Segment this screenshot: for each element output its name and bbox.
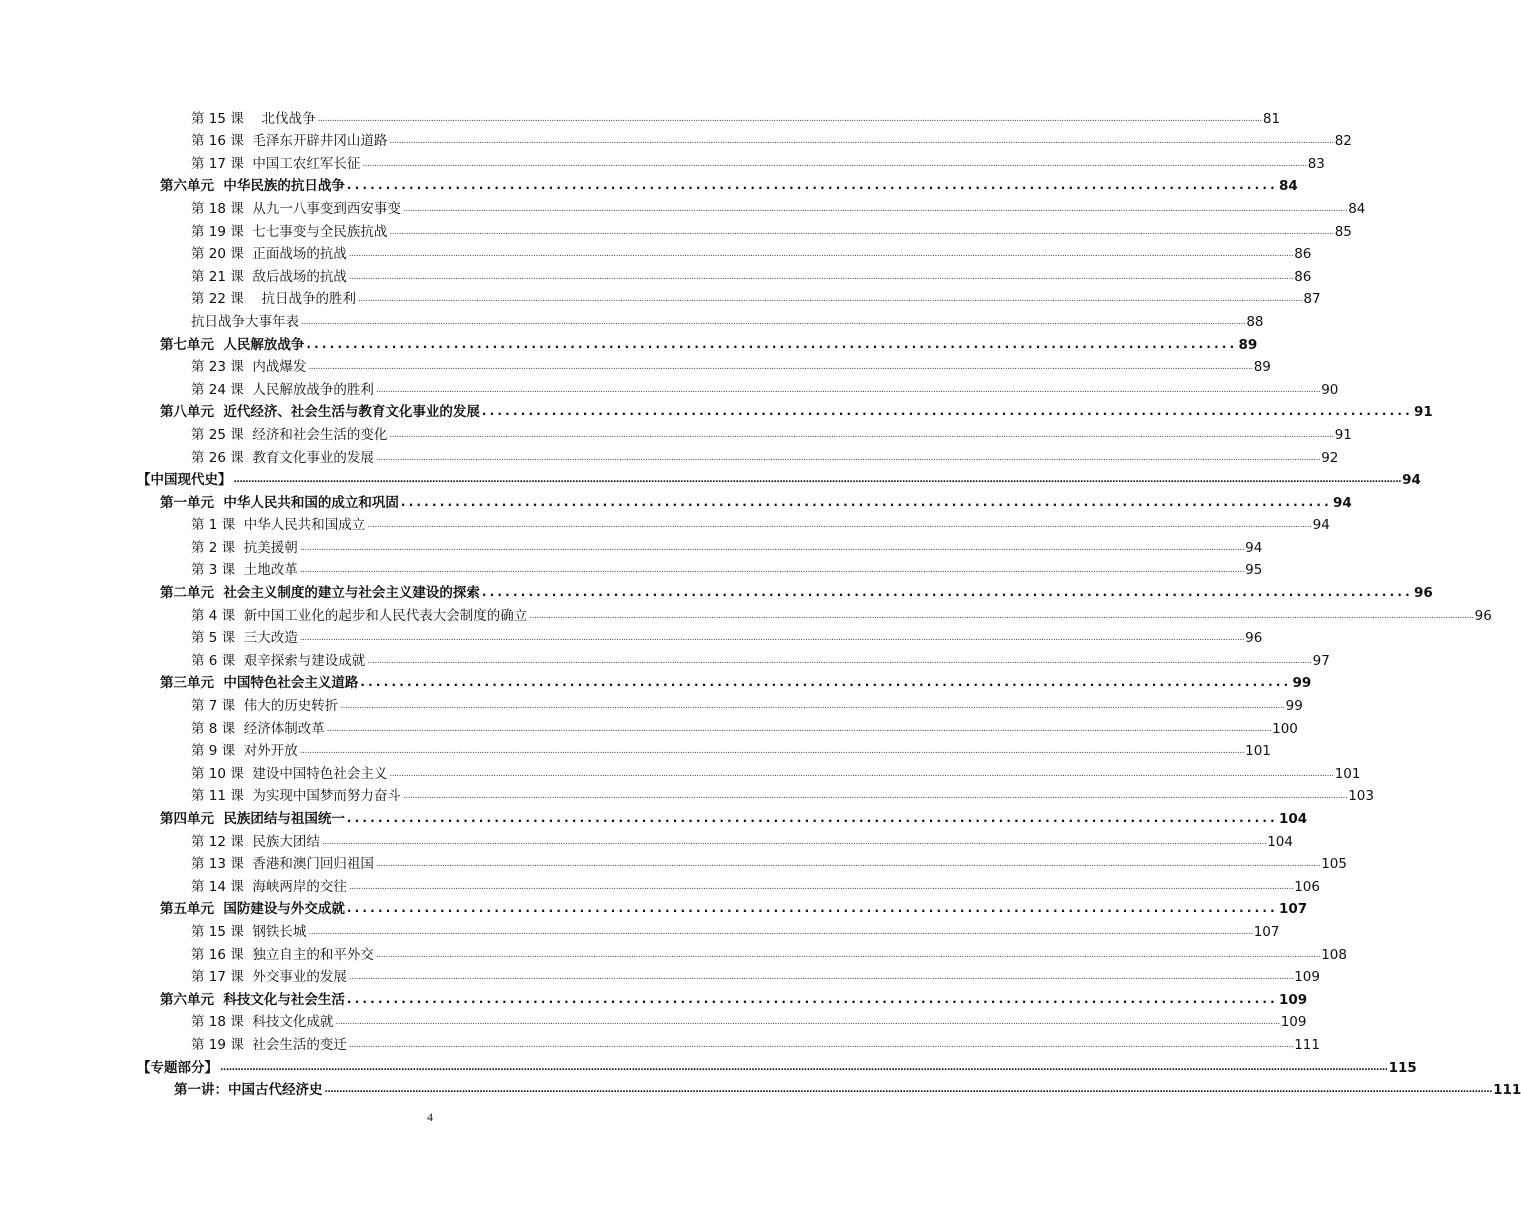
toc-entry-title: 第 11 课 为实现中国梦而努力奋斗	[191, 788, 401, 805]
toc-entry-lesson[interactable]	[0, 963, 1320, 986]
dot-leader: ................................................................................................................................................................................................................................................................................................................................................................................................................	[317, 113, 1262, 124]
dot-leader: ........................................................................................................................	[481, 585, 1413, 600]
toc-entry-page: 94	[1245, 539, 1263, 556]
dot-leader: ................................................................................................................................................................................................................................................................................................................................................................................................................	[375, 949, 1321, 960]
toc-entry-title: 第 23 课 内战爆发	[191, 359, 307, 376]
toc-entry-lesson[interactable]	[0, 850, 1347, 873]
toc-entry-title: 第一讲：中国古代经济史	[174, 1082, 323, 1099]
dot-leader: ................................................................................................................................................................................................................................................................................................................................................................................................................	[389, 136, 1334, 147]
toc-entry-page: 91	[1334, 426, 1352, 443]
toc-entry-unit[interactable]	[0, 488, 1352, 511]
dot-leader: ................................................................................................................................................................................................................................................................................................................................................................................................................	[321, 836, 1267, 847]
toc-entry-title: 第 25 课 经济和社会生活的变化	[191, 426, 388, 443]
toc-entry-title: 第 19 课 七七事变与全民族抗战	[191, 223, 388, 240]
toc-entry-lesson[interactable]	[0, 601, 1492, 624]
toc-entry-title: 第 7 课 伟大的历史转折	[191, 698, 339, 715]
toc-entry-page: 92	[1321, 449, 1339, 466]
toc-entry-page: 87	[1303, 291, 1321, 308]
toc-entry-lesson[interactable]	[0, 149, 1325, 172]
toc-entry-title: 【专题部分】	[137, 1059, 218, 1076]
toc-entry-lesson[interactable]	[0, 353, 1271, 376]
toc-entry-lesson[interactable]	[0, 940, 1347, 963]
toc-entry-title: 第 4 课 新中国工业化的起步和人民代表大会制度的确立	[191, 607, 528, 624]
toc-entry-page: 84	[1348, 200, 1366, 217]
toc-entry-lesson[interactable]	[0, 917, 1280, 940]
dot-leader: ................................................................................................................................................................................................................................................................................................................................................................................................................	[348, 1039, 1294, 1050]
dot-leader: ................................................................................................................................................................................................................................................................................................................................................................................................................	[348, 249, 1294, 260]
toc-entry-page: 99	[1292, 675, 1312, 692]
toc-entry-unit[interactable]	[0, 985, 1308, 1008]
toc-entry-lesson[interactable]	[0, 375, 1339, 398]
toc-entry-page: 96	[1245, 630, 1263, 647]
toc-entry-title: 第 1 课 中华人民共和国成立	[191, 517, 366, 534]
dot-leader: ................................................................................................................................................................................................................................................................................................................................................................................................................	[348, 972, 1294, 983]
toc-entry-page: 95	[1245, 562, 1263, 579]
dot-leader: ................................................................................................................................................................................................................................................................................................................................................................................................................	[375, 452, 1321, 463]
toc-entry-title: 第 3 课 土地改革	[191, 562, 298, 579]
toc-entry-page: 90	[1321, 381, 1339, 398]
toc-entry-title: 第 15 课 钢铁长城	[191, 923, 307, 940]
toc-entry-page: 91	[1413, 404, 1433, 421]
toc-entry-page: 109	[1294, 969, 1320, 986]
toc-entry-title: 【中国现代史】	[137, 472, 232, 489]
toc-entry-title: 第 22 课 抗日战争的胜利	[191, 291, 357, 308]
toc-entry-page: 107	[1253, 923, 1280, 940]
dot-leader: ................................................................................................................................................................................................................................................................................................................................................................................................................	[326, 723, 1272, 734]
toc-entry-title: 第 21 课 敌后战场的抗战	[191, 268, 347, 285]
toc-entry-title: 第 18 课 从九一八事变到西安事变	[191, 200, 401, 217]
toc-entry-title: 第 19 课 社会生活的变迁	[191, 1036, 347, 1053]
toc-entry-title: 第六单元 中华民族的抗日战争	[160, 178, 345, 195]
toc-entry-title: 第 17 课 中国工农红军长征	[191, 155, 361, 172]
toc-entry-lesson[interactable]	[0, 759, 1361, 782]
toc-entry-title: 第二单元 社会主义制度的建立与社会主义建设的探索	[160, 585, 480, 602]
toc-entry-page: 104	[1267, 833, 1293, 850]
toc-entry-lesson[interactable]	[0, 714, 1298, 737]
toc-entry-title: 第 24 课 人民解放战争的胜利	[191, 381, 374, 398]
toc-entry-lesson[interactable]	[0, 1008, 1307, 1031]
toc-entry-title: 第 12 课 民族大团结	[191, 833, 320, 850]
dot-leader: ................................................................................................................................................................................................................................................................................................................................................................................................................	[233, 475, 1402, 486]
toc-entry-page: 105	[1321, 856, 1347, 873]
toc-entry-lesson[interactable]	[0, 511, 1330, 534]
toc-entry-lesson[interactable]	[0, 443, 1339, 466]
toc-entry-page: 101	[1334, 765, 1361, 782]
dot-leader: ................................................................................................................................................................................................................................................................................................................................................................................................................	[389, 429, 1334, 440]
dot-leader: ................................................................................................................................................................................................................................................................................................................................................................................................................	[299, 565, 1245, 576]
toc-entry-page: 81	[1262, 110, 1281, 127]
toc-entry-title: 第 13 课 香港和澳门回归祖国	[191, 856, 374, 873]
toc-entry-lesson[interactable]	[0, 1030, 1320, 1053]
toc-entry-title: 第 10 课 建设中国特色社会主义	[191, 765, 388, 782]
toc-entry-page: 111	[1493, 1082, 1521, 1099]
toc-entry-lesson[interactable]	[0, 420, 1352, 443]
toc-entry-lesson[interactable]	[0, 307, 1264, 330]
toc-entry-unit[interactable]	[0, 578, 1433, 602]
dot-leader: ................................................................................................................................................................................................................................................................................................................................................................................................................	[402, 791, 1348, 802]
toc-entry-unit[interactable]	[0, 398, 1433, 421]
toc-entry-page: 108	[1321, 946, 1347, 963]
toc-entry-title: 第四单元 民族团结与祖国统一	[160, 811, 345, 827]
toc-entry-unit[interactable]	[0, 172, 1298, 195]
toc-entry-page: 109	[1280, 1014, 1307, 1031]
toc-entry-page: 83	[1307, 155, 1325, 172]
dot-leader: ................................................................................................................................................................................................................................................................................................................................................................................................................	[358, 294, 1303, 305]
toc-entry-lesson[interactable]	[0, 104, 1281, 127]
toc-entry-lesson[interactable]	[0, 285, 1321, 308]
dot-leader: ................................................................................................................................................................................................................................................................................................................................................................................................................	[324, 1085, 1493, 1096]
toc-entry-page: 86	[1294, 268, 1312, 285]
toc-entry-page: 94	[1312, 517, 1330, 534]
toc-entry-title: 抗日战争大事年表	[191, 313, 299, 330]
toc-entry-page: 107	[1278, 901, 1308, 918]
dot-leader: ................................................................................................................................................................................................................................................................................................................................................................................................................	[335, 1017, 1280, 1028]
dot-leader: ................................................................................................................................................................................................................................................................................................................................................................................................................	[389, 768, 1334, 779]
toc-entry-title: 第 16 课 毛泽东开辟井冈山道路	[191, 133, 388, 150]
dot-leader: ................................................................................................................................................................................................................................................................................................................................................................................................................	[367, 520, 1312, 531]
toc-entry-page: 94	[1332, 494, 1352, 511]
toc-entry-page: 94	[1402, 472, 1421, 489]
toc-entry-lesson[interactable]	[0, 262, 1312, 285]
toc-entry-lesson[interactable]	[0, 827, 1293, 850]
toc-entry-lesson[interactable]	[0, 194, 1366, 217]
toc-entry-page: 96	[1413, 585, 1433, 602]
toc-entry-page: 106	[1294, 878, 1320, 895]
toc-entry-page: 84	[1278, 178, 1298, 195]
toc-entry-lesson[interactable]	[0, 556, 1263, 579]
dot-leader: ........................................................................................................................	[400, 494, 1332, 509]
dot-leader: ................................................................................................................................................................................................................................................................................................................................................................................................................	[529, 610, 1474, 621]
toc-entry-title: 第 14 课 海峡两岸的交往	[191, 878, 347, 895]
toc-entry-title: 第一单元 中华人民共和国的成立和巩固	[160, 494, 399, 511]
dot-leader: ................................................................................................................................................................................................................................................................................................................................................................................................................	[348, 881, 1294, 892]
page-number: 4	[427, 1110, 433, 1124]
dot-leader: ........................................................................................................................	[481, 404, 1413, 419]
dot-leader: ................................................................................................................................................................................................................................................................................................................................................................................................................	[375, 384, 1321, 395]
toc-entry-lesson[interactable]	[0, 624, 1263, 647]
toc-entry-title: 第三单元 中国特色社会主义道路	[160, 675, 359, 692]
toc-entry-unit[interactable]	[0, 669, 1312, 692]
table-of-contents	[0, 104, 1521, 1099]
toc-entry-lesson[interactable]	[0, 782, 1374, 805]
toc-entry-unit[interactable]	[0, 330, 1258, 353]
dot-leader: ................................................................................................................................................................................................................................................................................................................................................................................................................	[402, 203, 1348, 214]
toc-entry-page: 86	[1294, 246, 1312, 263]
dot-leader: ................................................................................................................................................................................................................................................................................................................................................................................................................	[308, 362, 1253, 373]
toc-entry-title: 第 5 课 三大改造	[191, 630, 298, 647]
dot-leader: ................................................................................................................................................................................................................................................................................................................................................................................................................	[220, 1062, 1388, 1073]
dot-leader: ................................................................................................................................................................................................................................................................................................................................................................................................................	[375, 859, 1321, 870]
toc-entry-lesson[interactable]	[0, 872, 1320, 895]
dot-leader: ................................................................................................................................................................................................................................................................................................................................................................................................................	[367, 655, 1312, 666]
toc-entry-lesson[interactable]	[0, 533, 1263, 556]
dot-leader: ........................................................................................................................	[306, 336, 1238, 351]
toc-entry-title: 第 17 课 外交事业的发展	[191, 969, 347, 986]
toc-entry-page: 85	[1334, 223, 1352, 240]
dot-leader: ........................................................................................................................	[346, 178, 1278, 193]
dot-leader: ................................................................................................................................................................................................................................................................................................................................................................................................................	[389, 226, 1334, 237]
toc-entry-title: 第 9 课 对外开放	[191, 743, 298, 760]
dot-leader: ........................................................................................................................	[346, 811, 1278, 825]
toc-entry-title: 第 15 课 北伐战争	[191, 110, 316, 127]
toc-entry-page: 104	[1278, 811, 1308, 827]
toc-entry-lesson[interactable]	[0, 217, 1352, 240]
toc-entry-page: 109	[1278, 991, 1308, 1008]
toc-entry-page: 96	[1474, 607, 1492, 624]
toc-entry-page: 101	[1245, 743, 1271, 760]
toc-entry-unit[interactable]	[0, 895, 1308, 918]
toc-entry-page: 88	[1246, 313, 1264, 330]
toc-entry-unit[interactable]	[0, 804, 1308, 827]
toc-entry-title: 第 26 课 教育文化事业的发展	[191, 449, 374, 466]
dot-leader: ................................................................................................................................................................................................................................................................................................................................................................................................................	[362, 158, 1307, 169]
toc-entry-page: 100	[1272, 720, 1298, 737]
toc-entry-title: 第 20 课 正面战场的抗战	[191, 246, 347, 263]
dot-leader: ................................................................................................................................................................................................................................................................................................................................................................................................................	[299, 542, 1245, 553]
toc-entry-page: 99	[1285, 698, 1303, 715]
toc-entry-lesson[interactable]	[0, 240, 1312, 263]
dot-leader: ................................................................................................................................................................................................................................................................................................................................................................................................................	[348, 271, 1294, 282]
toc-entry-title: 第 8 课 经济体制改革	[191, 720, 325, 737]
toc-entry-title: 第七单元 人民解放战争	[160, 336, 305, 353]
toc-entry-lesson[interactable]	[0, 127, 1352, 150]
toc-entry-page: 115	[1388, 1059, 1417, 1076]
toc-entry-title: 第 18 课 科技文化成就	[191, 1014, 334, 1031]
toc-entry-section[interactable]	[0, 466, 1421, 489]
toc-entry-section[interactable]	[0, 1053, 1417, 1076]
toc-entry-title: 第六单元 科技文化与社会生活	[160, 991, 345, 1008]
toc-entry-lesson[interactable]	[0, 691, 1303, 715]
dot-leader: ................................................................................................................................................................................................................................................................................................................................................................................................................	[299, 746, 1245, 757]
dot-leader: ........................................................................................................................	[360, 675, 1292, 690]
toc-entry-title: 第八单元 近代经济、社会生活与教育文化事业的发展	[160, 404, 480, 421]
toc-entry-lesson[interactable]	[0, 737, 1271, 760]
toc-entry-lesson[interactable]	[0, 646, 1330, 669]
toc-entry-page: 111	[1294, 1036, 1320, 1053]
toc-entry-page: 89	[1238, 336, 1258, 353]
toc-entry-page: 103	[1348, 788, 1374, 805]
dot-leader: ................................................................................................................................................................................................................................................................................................................................................................................................................	[301, 316, 1246, 327]
dot-leader: ................................................................................................................................................................................................................................................................................................................................................................................................................	[299, 633, 1245, 644]
toc-entry-page: 82	[1334, 133, 1352, 150]
toc-entry-page: 89	[1253, 359, 1271, 376]
dot-leader: ........................................................................................................................	[346, 991, 1278, 1006]
dot-leader: ................................................................................................................................................................................................................................................................................................................................................................................................................	[308, 926, 1253, 937]
dot-leader: ................................................................................................................................................................................................................................................................................................................................................................................................................	[340, 701, 1285, 712]
toc-entry-title: 第 2 课 抗美援朝	[191, 539, 298, 556]
toc-entry-lecture[interactable]	[0, 1076, 1521, 1099]
toc-entry-title: 第五单元 国防建设与外交成就	[160, 901, 345, 918]
dot-leader: ........................................................................................................................	[346, 901, 1278, 916]
toc-entry-page: 97	[1312, 652, 1330, 669]
toc-entry-title: 第 16 课 独立自主的和平外交	[191, 946, 374, 963]
toc-entry-title: 第 6 课 艰辛探索与建设成就	[191, 652, 366, 669]
